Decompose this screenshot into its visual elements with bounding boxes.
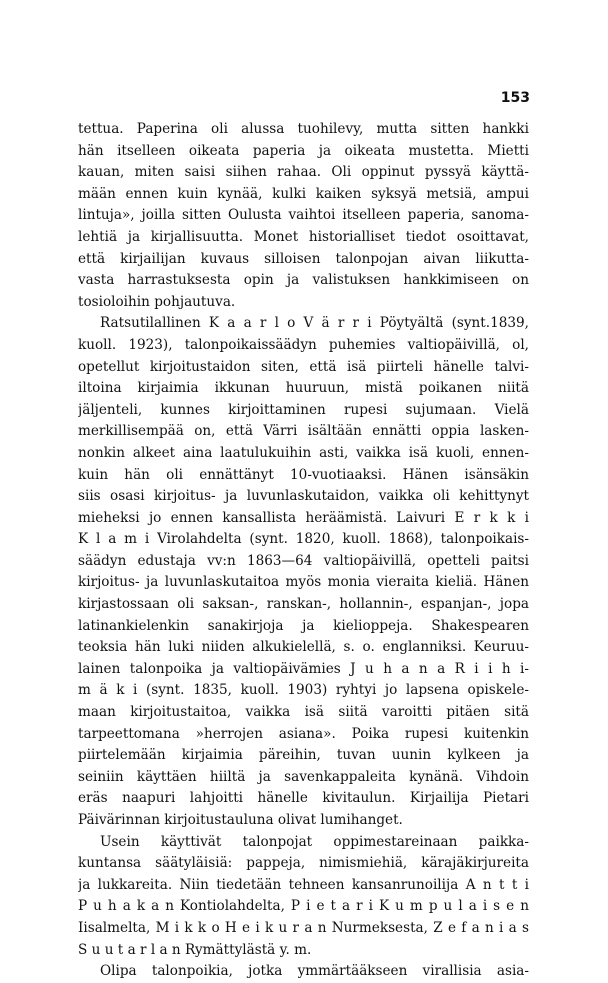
- text-line: mään ennen kuin kynää, kulki kaiken syksyä metsiä, ampui: [78, 185, 529, 202]
- text-line: piirtelemään kirjaimia päreihin, tuvan uunin kylkeen ja: [78, 747, 529, 764]
- text-line: merkillisempää on, että Värri isältään ennätti oppia lasken-: [78, 423, 529, 440]
- text-line: ja lukkareita. Niin tiedetään tehneen kansanrunoilija A n t t i: [78, 876, 529, 893]
- text-line: seiniin käyttäen hiiltä ja savenkappaleita kynänä. Vihdoin: [78, 768, 529, 785]
- text-line: tettua. Paperina oli alussa tuohilevy, mutta sitten hankki: [78, 121, 529, 137]
- text-line: siis osasi kirjoitus- ja luvunlaskutaidon, vaikka oli kehittynyt: [78, 488, 529, 505]
- text-line: iltoina kirjaimia ikkunan huuruun, mistä poikanen niitä: [78, 380, 529, 397]
- text-line: eräs naapuri lahjoitti hänelle kivitaulun. Kirjailija Pietari: [78, 790, 529, 807]
- text-line: opetellut kirjoitustaidon siten, että isä piirteli hänelle talvi-: [78, 358, 529, 375]
- text-line: kuntansa säätyläisiä: pappeja, nimismiehiä, kärajäkirjureita: [78, 855, 529, 872]
- text-line: kirjastossaan oli saksan-, ranskan-, hollannin-, espanjan-, jopa: [78, 596, 529, 613]
- text-line: että kirjailijan kuvaus silloisen talonpojan aivan liikutta-: [78, 250, 529, 267]
- text-line: lintuja», joilla sitten Oulusta vaihtoi itselleen paperia, sanoma-: [78, 207, 529, 224]
- body-text: [78, 119, 529, 983]
- text-line: m ä k i (synt. 1835, kuoll. 1903) ryhtyi jo lapsena opiskele-: [78, 682, 529, 699]
- text-line: lainen talonpoika ja valtiopäivämies J u h a n a R i i h i-: [78, 660, 529, 677]
- text-line: Päivärinnan kirjoitustauluna olivat lumihanget.: [78, 812, 403, 828]
- text-line: kuoll. 1923), talonpoikaissäädyn puhemies valtiopäivillä, ol,: [78, 336, 529, 353]
- text-line: kirjoitus- ja luvunlaskutaitoa myös monia vieraita kieliä. Hänen: [78, 574, 529, 591]
- text-line: mieheksi jo ennen kansallista heräämistä. Laivuri E r k k i: [78, 509, 529, 526]
- text-line: tosioloihin pohjautuva.: [78, 293, 236, 310]
- text-line: tarpeettomana »herrojen asiana». Poika rupesi kuitenkin: [78, 725, 529, 742]
- text-line: nonkin alkeet aina laatulukuihin asti, vaikka isä kuoli, ennen-: [78, 444, 529, 461]
- text-line: K l a m i Virolahdelta (synt. 1820, kuoll. 1868), talonpoikais-: [78, 531, 529, 548]
- text-line: hän itselleen oikeata paperia ja oikeata mustetta. Mietti: [78, 142, 529, 159]
- text-line: säädyn edustaja vv:n 1863—64 valtiopäivillä, opetteli paitsi: [78, 552, 529, 569]
- text-line: latinankielenkin sanakirjoja ja kielioppeja. Shakespearen: [78, 617, 529, 634]
- text-line: jäljenteli, kunnes kirjoittaminen rupesi sujumaan. Vielä: [78, 401, 529, 418]
- text-line: Olipa talonpoikia, jotka ymmärtääkseen virallisia asia-: [100, 963, 529, 980]
- text-line: vasta harrastuksesta opin ja valistuksen hankkimiseen on: [78, 272, 529, 289]
- page-number: 153: [500, 90, 530, 106]
- text-line: P u h a k a n Kontiolahdelta, P i e t a r i K u m p u l a i s e n: [78, 898, 529, 915]
- text-line: kuin hän oli ennättänyt 10-vuotiaaksi. Hänen isänsäkin: [78, 466, 529, 483]
- text-line: kauan, miten saisi siihen rahaa. Oli oppinut pyssyä käyttä-: [78, 164, 529, 181]
- text-line: Usein käyttivät talonpojat oppimestareinaan paikka-: [100, 833, 529, 850]
- text-line: Iisalmelta, M i k k o H e i k u r a n Nurmeksesta, Z e f a n i a s: [78, 919, 529, 936]
- text-line: teoksia hän luki niiden alkukielellä, s. o. englanniksi. Keuruu-: [78, 639, 529, 656]
- text-line: lehtiä ja kirjallisuutta. Monet historialliset tiedot osoittavat,: [78, 228, 529, 245]
- text-line: Ratsutilallinen K a a r l o V ä r r i Pöytyältä (synt.1839,: [100, 315, 529, 332]
- text-line: S u u t a r l a n Rymättylästä y. m.: [78, 941, 312, 958]
- text-line: maan kirjoitustaitoa, vaikka isä siitä varoitti pitäen sitä: [78, 704, 529, 721]
